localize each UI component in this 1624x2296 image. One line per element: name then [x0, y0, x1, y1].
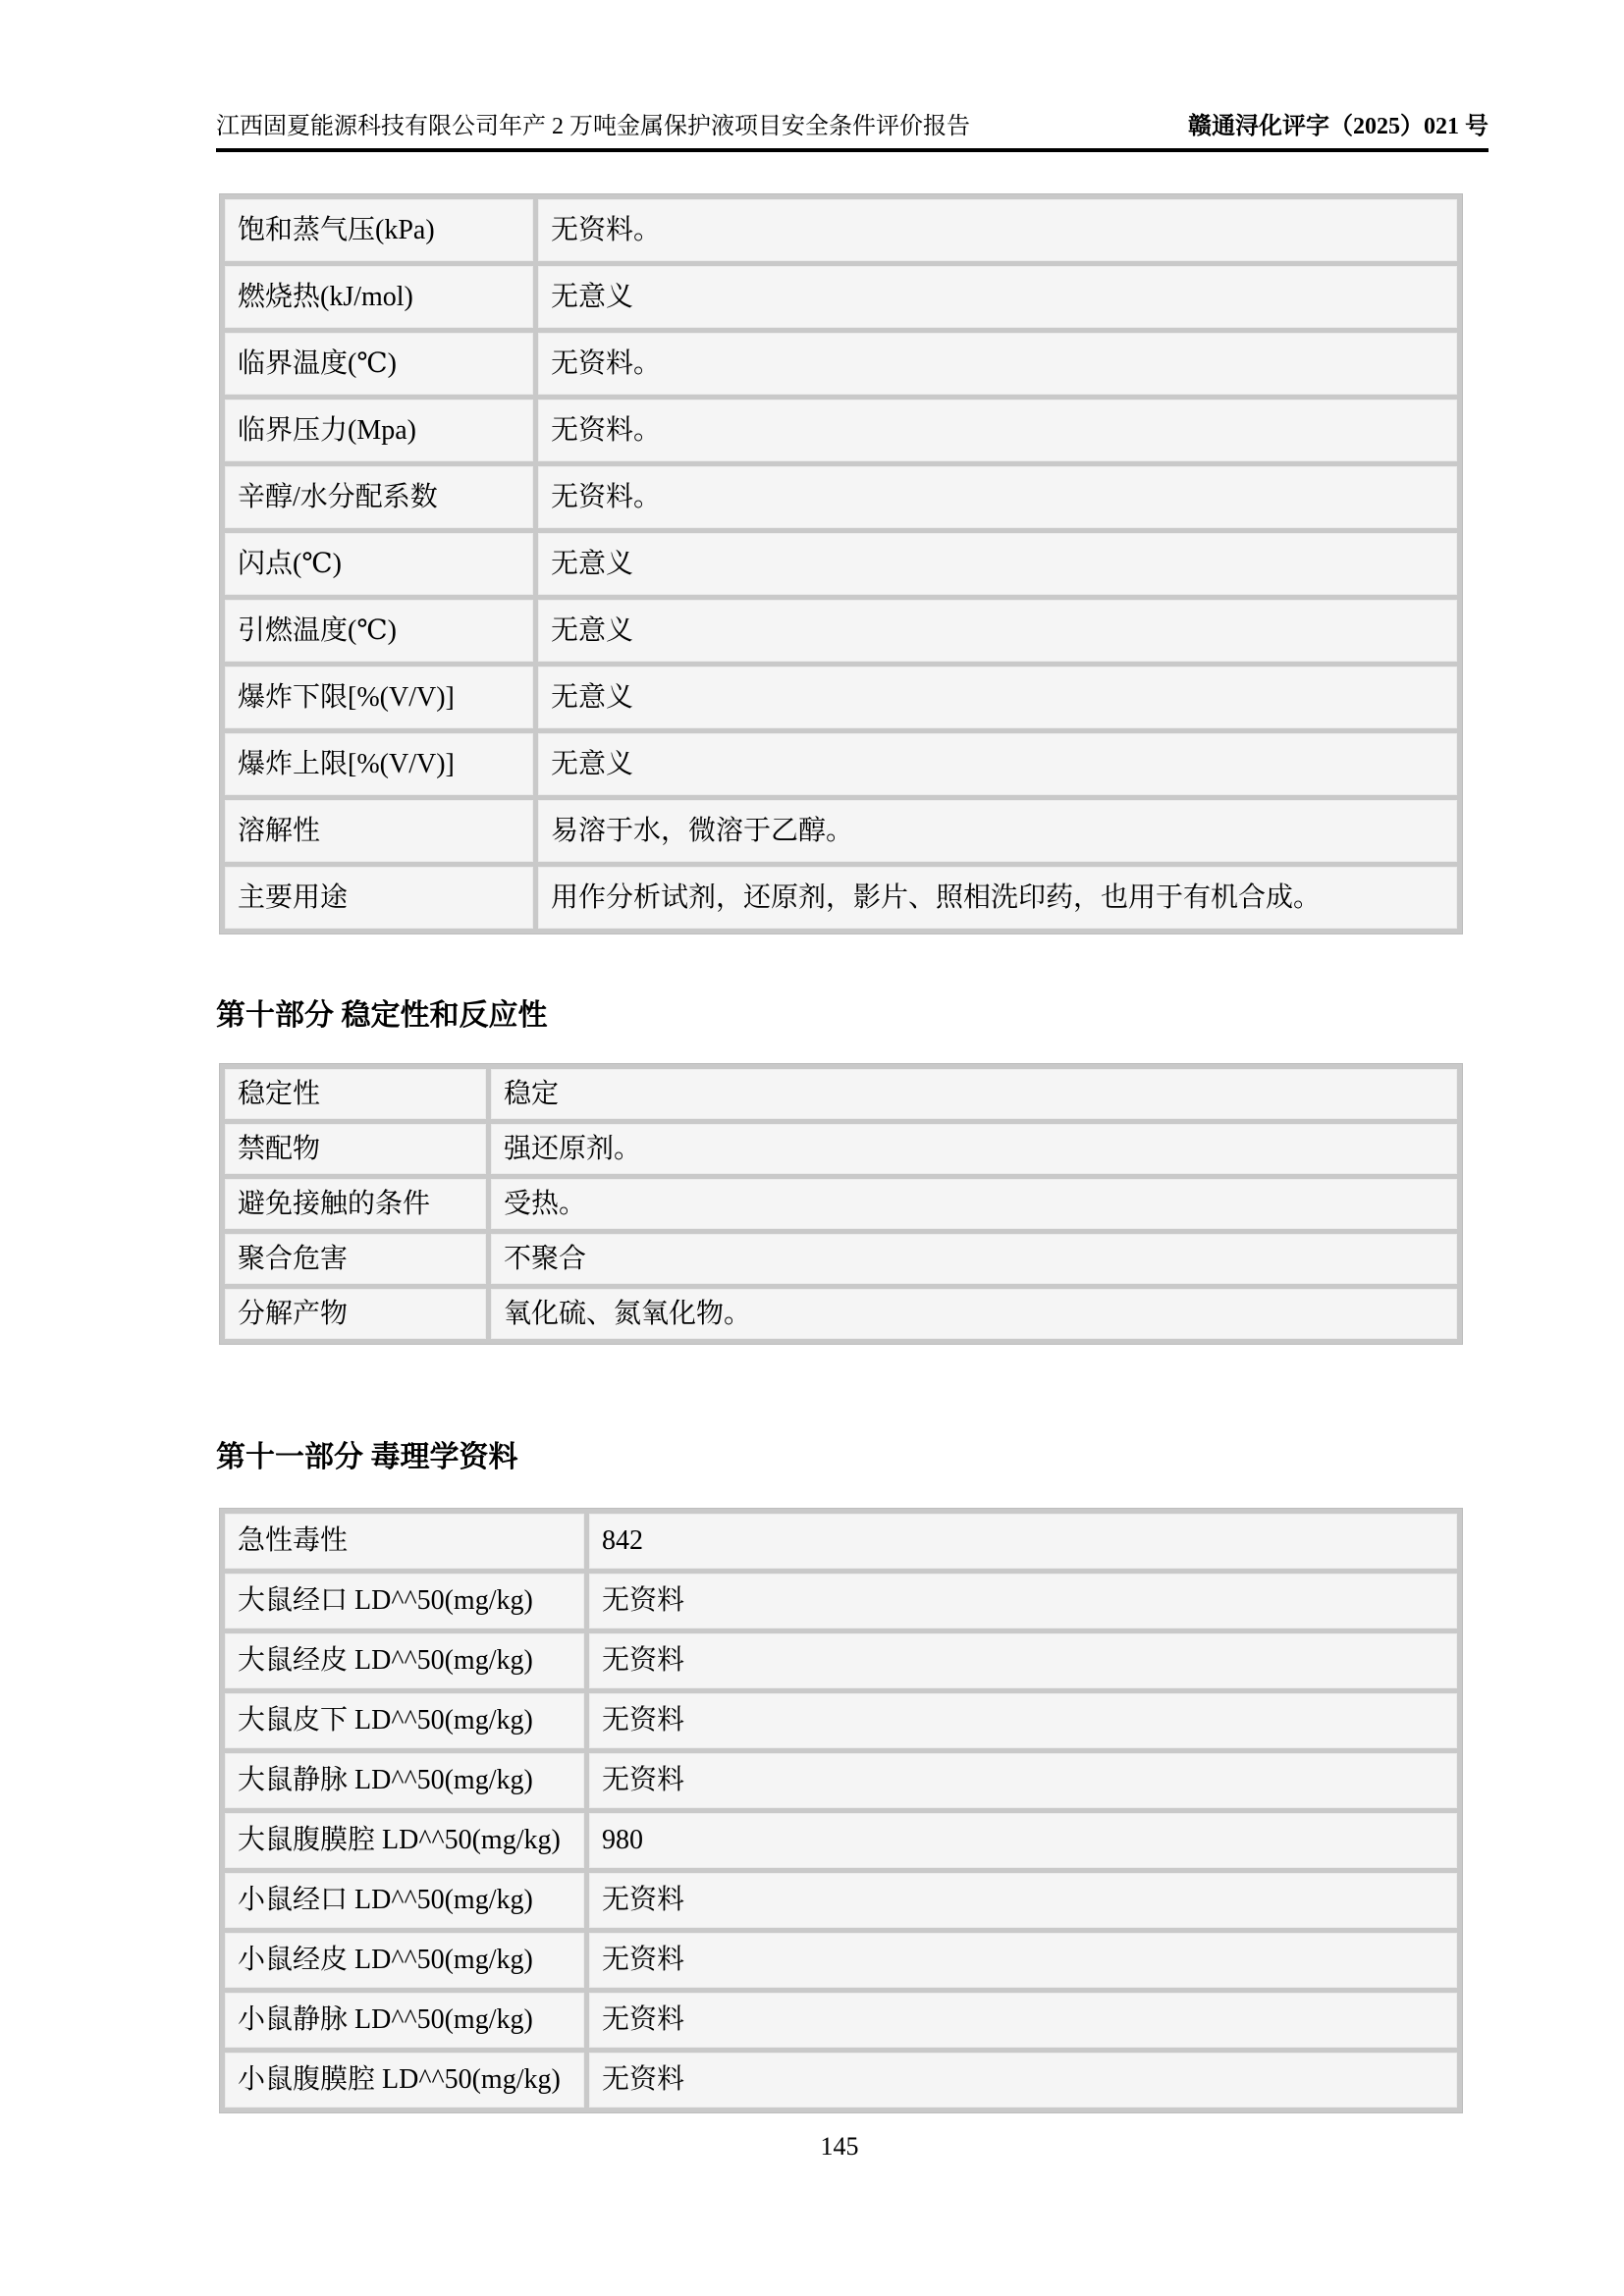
table-row [225, 1813, 1457, 1868]
physical-properties-table [219, 193, 1463, 934]
property-value: 无资料 [589, 1633, 1457, 1688]
toxicology-table-body [225, 1514, 1457, 2108]
property-label: 辛醇/水分配系数 [225, 466, 533, 528]
property-label: 大鼠腹膜腔 LD^^50(mg/kg) [225, 1813, 584, 1868]
table-row [225, 266, 1457, 328]
table-row [225, 466, 1457, 528]
header-document-number: 赣通浔化评字（2025）021 号 [1188, 114, 1489, 139]
table-row [225, 1179, 1457, 1229]
table-row [225, 533, 1457, 595]
table-row [225, 867, 1457, 929]
property-label: 爆炸下限[%(V/V)] [225, 667, 533, 728]
property-label: 小鼠经皮 LD^^50(mg/kg) [225, 1933, 584, 1988]
property-label: 急性毒性 [225, 1514, 584, 1569]
property-label: 闪点(℃) [225, 533, 533, 595]
property-label: 小鼠腹膜腔 LD^^50(mg/kg) [225, 2053, 584, 2108]
stability-reactivity-table [219, 1063, 1463, 1345]
property-value: 无意义 [538, 533, 1457, 595]
table-row [225, 800, 1457, 862]
property-value: 无意义 [538, 600, 1457, 662]
property-label: 禁配物 [225, 1124, 486, 1174]
table-row [225, 733, 1457, 795]
property-value: 无意义 [538, 667, 1457, 728]
property-value: 无资料 [589, 1873, 1457, 1928]
property-value: 无资料 [589, 2053, 1457, 2108]
property-value: 无资料 [589, 1993, 1457, 2048]
property-label: 避免接触的条件 [225, 1179, 486, 1229]
table-row [225, 1124, 1457, 1174]
property-value: 无资料 [589, 1693, 1457, 1748]
property-value: 用作分析试剂，还原剂，影片、照相洗印药，也用于有机合成。 [538, 867, 1457, 929]
table-row [225, 1693, 1457, 1748]
property-label: 分解产物 [225, 1289, 486, 1339]
property-label: 临界温度(℃) [225, 333, 533, 395]
property-value: 无资料。 [538, 466, 1457, 528]
table-row [225, 667, 1457, 728]
table-row [225, 1873, 1457, 1928]
page-number: 145 [820, 2132, 859, 2161]
table-row [225, 400, 1457, 461]
header-report-title: 江西固夏能源科技有限公司年产 2 万吨金属保护液项目安全条件评价报告 [216, 114, 970, 139]
property-value: 无意义 [538, 266, 1457, 328]
property-label: 小鼠静脉 LD^^50(mg/kg) [225, 1993, 584, 2048]
stability-reactivity-table-body [225, 1069, 1457, 1339]
table-row [225, 1933, 1457, 1988]
property-label: 大鼠经皮 LD^^50(mg/kg) [225, 1633, 584, 1688]
table-row [225, 1069, 1457, 1119]
property-value: 842 [589, 1514, 1457, 1569]
property-label: 大鼠皮下 LD^^50(mg/kg) [225, 1693, 584, 1748]
property-value: 不聚合 [491, 1234, 1457, 1284]
property-label: 稳定性 [225, 1069, 486, 1119]
property-value: 无意义 [538, 733, 1457, 795]
toxicology-table [219, 1508, 1463, 2113]
property-value: 受热。 [491, 1179, 1457, 1229]
property-value: 无资料。 [538, 199, 1457, 261]
property-label: 大鼠静脉 LD^^50(mg/kg) [225, 1753, 584, 1808]
table-row [225, 1993, 1457, 2048]
property-label: 大鼠经口 LD^^50(mg/kg) [225, 1574, 584, 1629]
table-row [225, 1234, 1457, 1284]
table-row [225, 2053, 1457, 2108]
section-title-stability: 第十部分 稳定性和反应性 [216, 999, 548, 1032]
table-row [225, 1633, 1457, 1688]
property-value: 稳定 [491, 1069, 1457, 1119]
property-value: 无资料 [589, 1574, 1457, 1629]
property-value: 氧化硫、氮氧化物。 [491, 1289, 1457, 1339]
property-label: 燃烧热(kJ/mol) [225, 266, 533, 328]
table-row [225, 333, 1457, 395]
property-value: 无资料。 [538, 400, 1457, 461]
property-value: 无资料 [589, 1753, 1457, 1808]
table-row [225, 1574, 1457, 1629]
property-label: 临界压力(Mpa) [225, 400, 533, 461]
table-row [225, 600, 1457, 662]
property-label: 聚合危害 [225, 1234, 486, 1284]
property-label: 溶解性 [225, 800, 533, 862]
table-row [225, 1753, 1457, 1808]
section-title-toxicology: 第十一部分 毒理学资料 [216, 1441, 518, 1473]
property-label: 主要用途 [225, 867, 533, 929]
physical-properties-table-body [225, 199, 1457, 929]
property-label: 引燃温度(℃) [225, 600, 533, 662]
table-row [225, 1289, 1457, 1339]
property-label: 饱和蒸气压(kPa) [225, 199, 533, 261]
property-value: 无资料。 [538, 333, 1457, 395]
table-row [225, 1514, 1457, 1569]
property-label: 小鼠经口 LD^^50(mg/kg) [225, 1873, 584, 1928]
page-header [216, 112, 1489, 152]
property-label: 爆炸上限[%(V/V)] [225, 733, 533, 795]
property-value: 980 [589, 1813, 1457, 1868]
property-value: 强还原剂。 [491, 1124, 1457, 1174]
table-row [225, 199, 1457, 261]
property-value: 无资料 [589, 1933, 1457, 1988]
property-value: 易溶于水，微溶于乙醇。 [538, 800, 1457, 862]
